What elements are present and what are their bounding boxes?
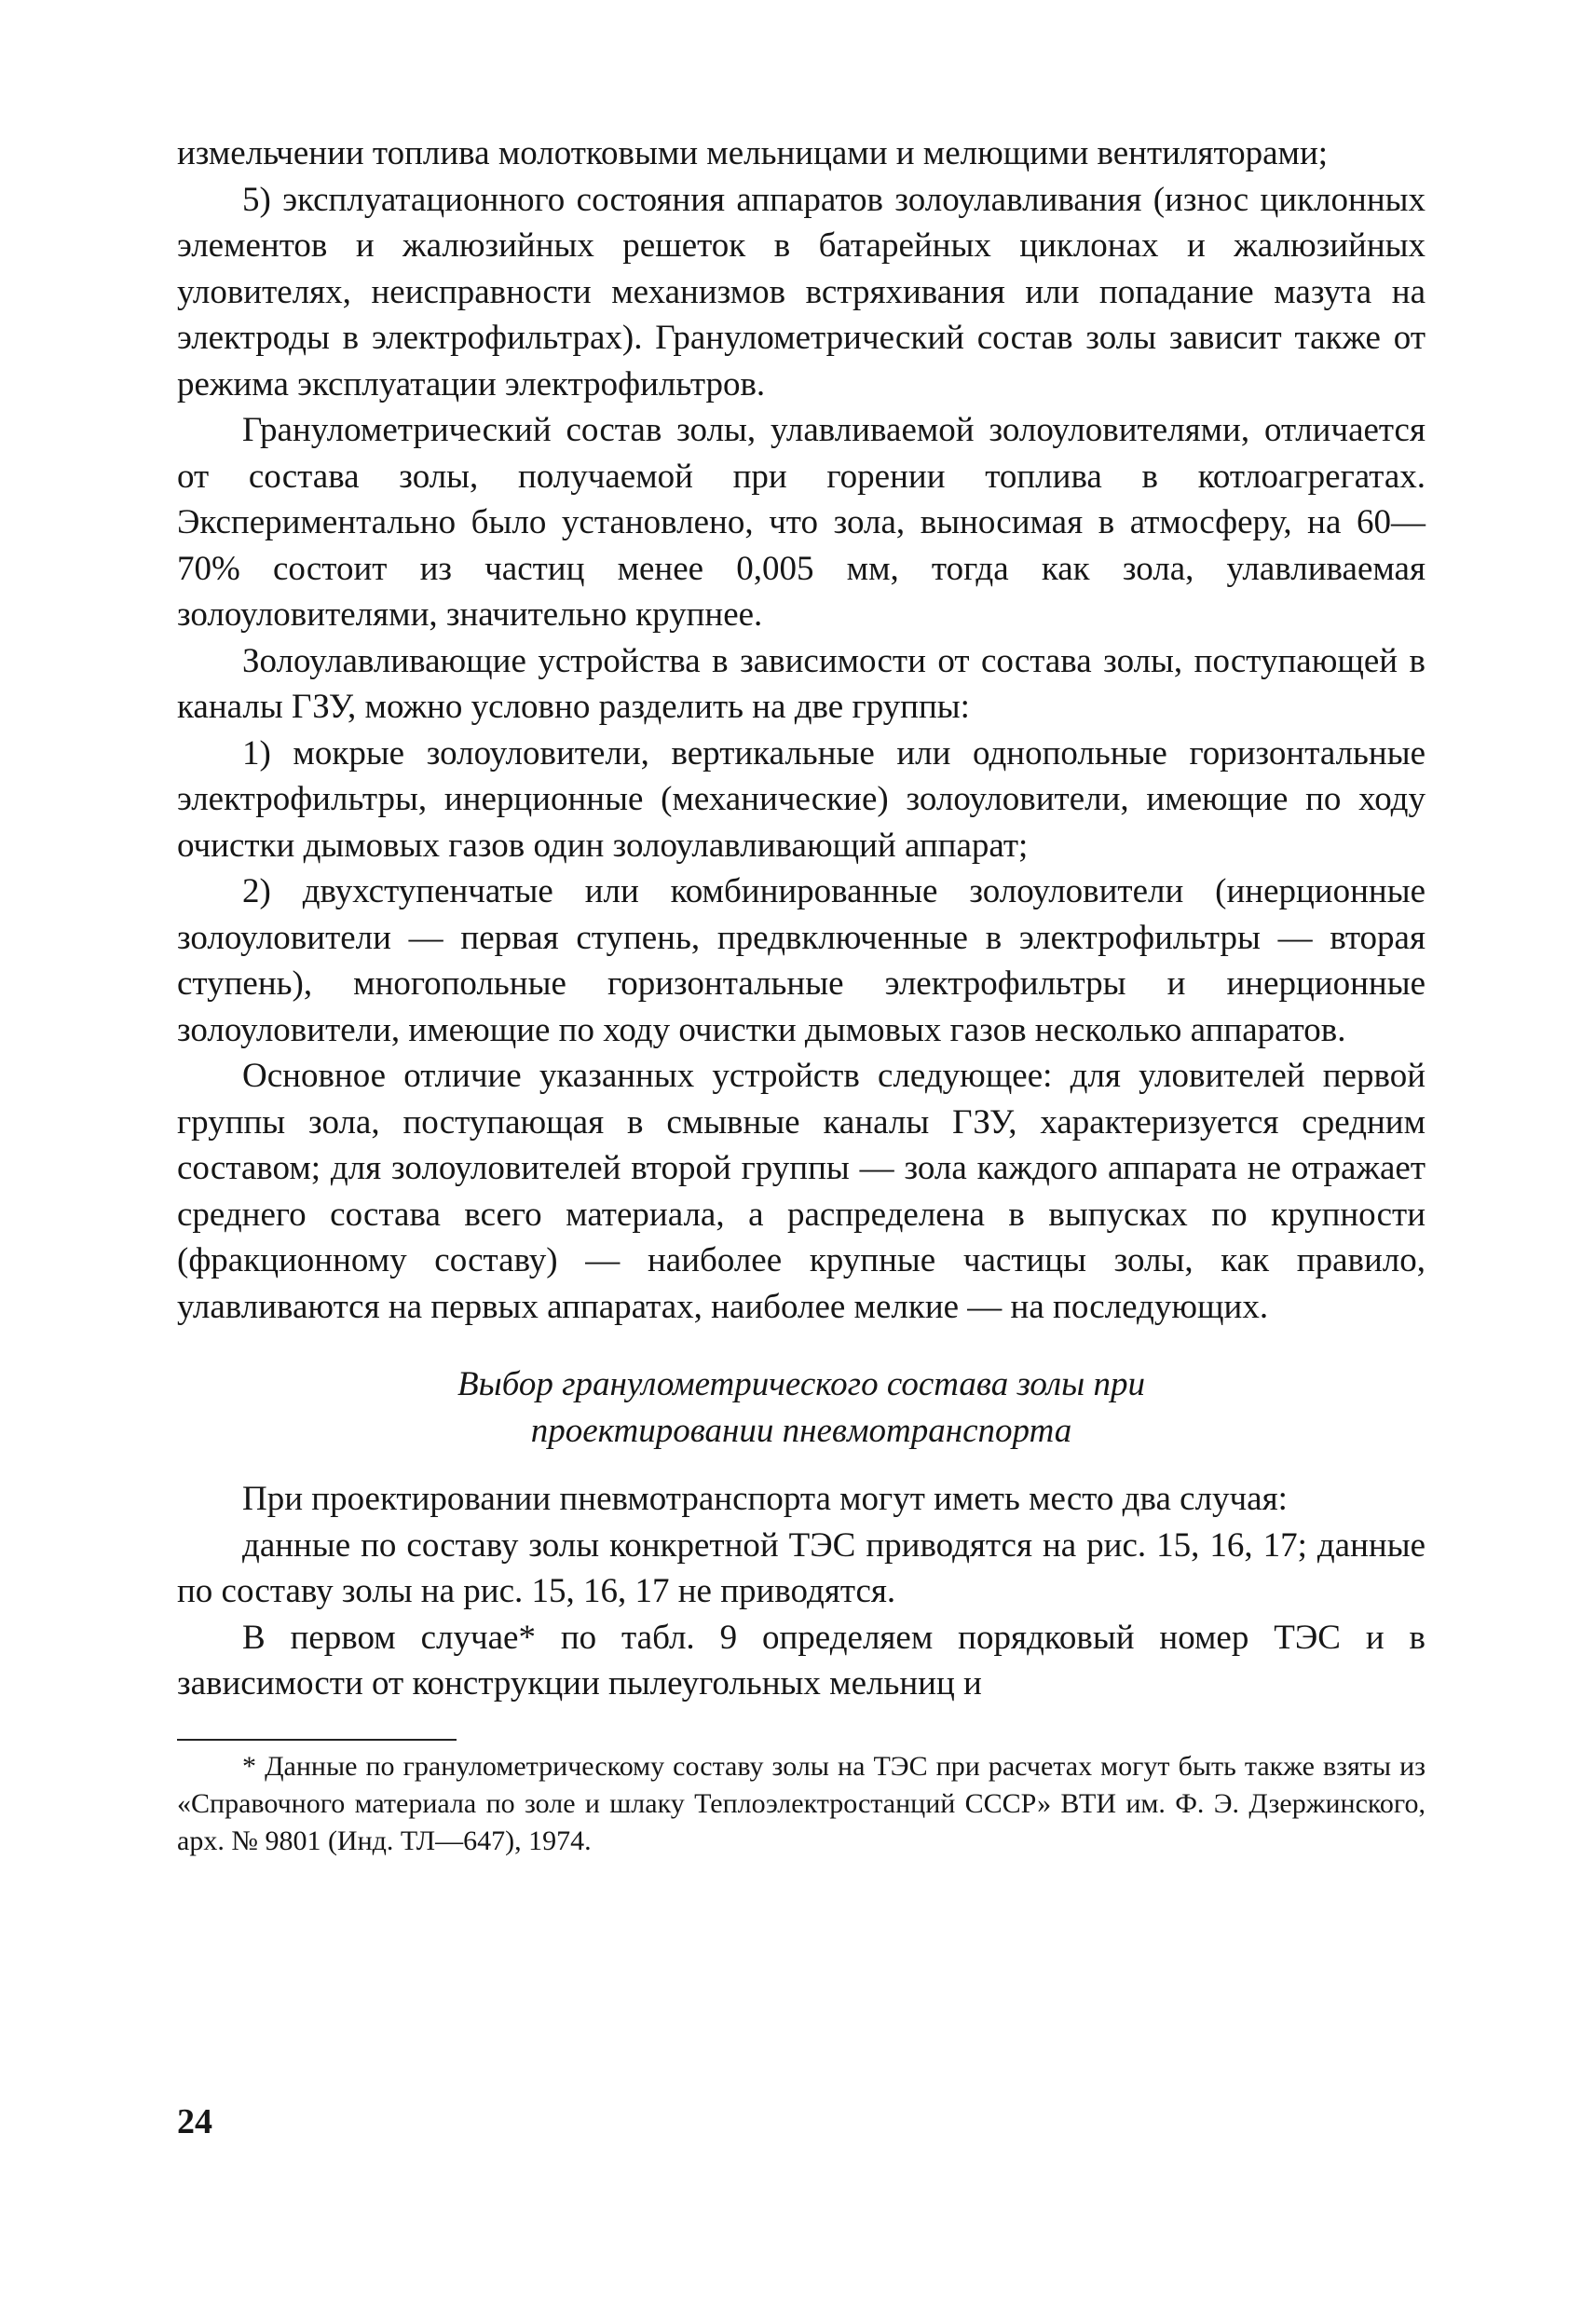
paragraph-ash-devices: Золоулавливающие устройства в зависимости от состава золы, поступающей в каналы ГЗУ, можно условно разделить на две группы:	[177, 641, 1425, 726]
paragraph-granulometric: Гранулометрический состав золы, улавливаемой золоуловителями, отличается от состава золы, получаемой при горении топлива в котлоагрегатах. Экспериментально было установлено, что зола, выносимая в атмосферу, на 60—70% состоит из частиц менее 0,005 мм, тогда как зола, улавливаемая золоуловителями, значительно крупнее.	[177, 411, 1425, 634]
section-heading	[177, 1361, 1425, 1454]
section-heading-line-1: Выбор гранулометрического состава золы при	[457, 1365, 1145, 1403]
page-number: 24	[177, 2102, 212, 2141]
footnote-divider	[177, 1739, 457, 1741]
paragraph-continuation: измельчении топлива молотковыми мельницами и мелющими вентиляторами;	[177, 134, 1329, 172]
paragraph-main-difference: Основное отличие указанных устройств следующее: для уловителей первой группы зола, поступающая в смывные каналы ГЗУ, характеризуется средним составом; для золоуловителей второй группы — зола каждого аппарата не отражает среднего состава всего материала, а распределена в выпусках по крупности (фракционному составу) — наиболее крупные частицы золы, как правило, улавливаются на первых аппаратах, наиболее мелкие — на последующих.	[177, 1057, 1425, 1326]
paragraph-item-5: 5) эксплуатационного состояния аппаратов золоулавливания (износ циклонных элементов и жалюзийных решеток в батарейных циклонах и жалюзийных уловителях, неисправности механизмов встряхивания или попадание мазута на электроды в электрофильтрах). Гранулометрический состав золы зависит также от режима эксплуатации электрофильтров.	[177, 180, 1425, 403]
section-heading-line-2: проектировании пневмотранспорта	[530, 1411, 1072, 1450]
paragraph-group-1: 1) мокрые золоуловители, вертикальные или однопольные горизонтальные электрофильтры, инерционные (механические) золоуловители, имеющие по ходу очистки дымовых газов один золоулавливающий аппарат;	[177, 733, 1425, 865]
paragraph-group-2: 2) двухступенчатые или комбинированные золоуловители (инерционные золоуловители — первая ступень, предвключенные в электрофильтры — вторая ступень), многопольные горизонтальные электрофильтры и инерционные золоуловители, имеющие по ходу очистки дымовых газов несколько аппаратов.	[177, 872, 1425, 1049]
paragraph-two-cases: При проектировании пневмотранспорта могут иметь место два случая:	[242, 1480, 1288, 1518]
footnote: * Данные по гранулометрическому составу золы на ТЭС при расчетах могут быть также взяты из «Справочного материала по золе и шлаку Теплоэлектростанций СССР» ВТИ им. Ф. Э. Дзержинского, арх. № 9801 (Инд. ТЛ—647), 1974.	[177, 1750, 1425, 1856]
page-body	[177, 130, 1425, 2236]
paragraph-first-case: В первом случае* по табл. 9 определяем порядковый номер ТЭС и в зависимости от конструкции пылеугольных мельниц и	[177, 1618, 1425, 1702]
paragraph-case-data: данные по составу золы конкретной ТЭС приводятся на рис. 15, 16, 17; данные по составу золы на рис. 15, 16, 17 не приводятся.	[177, 1525, 1425, 1610]
